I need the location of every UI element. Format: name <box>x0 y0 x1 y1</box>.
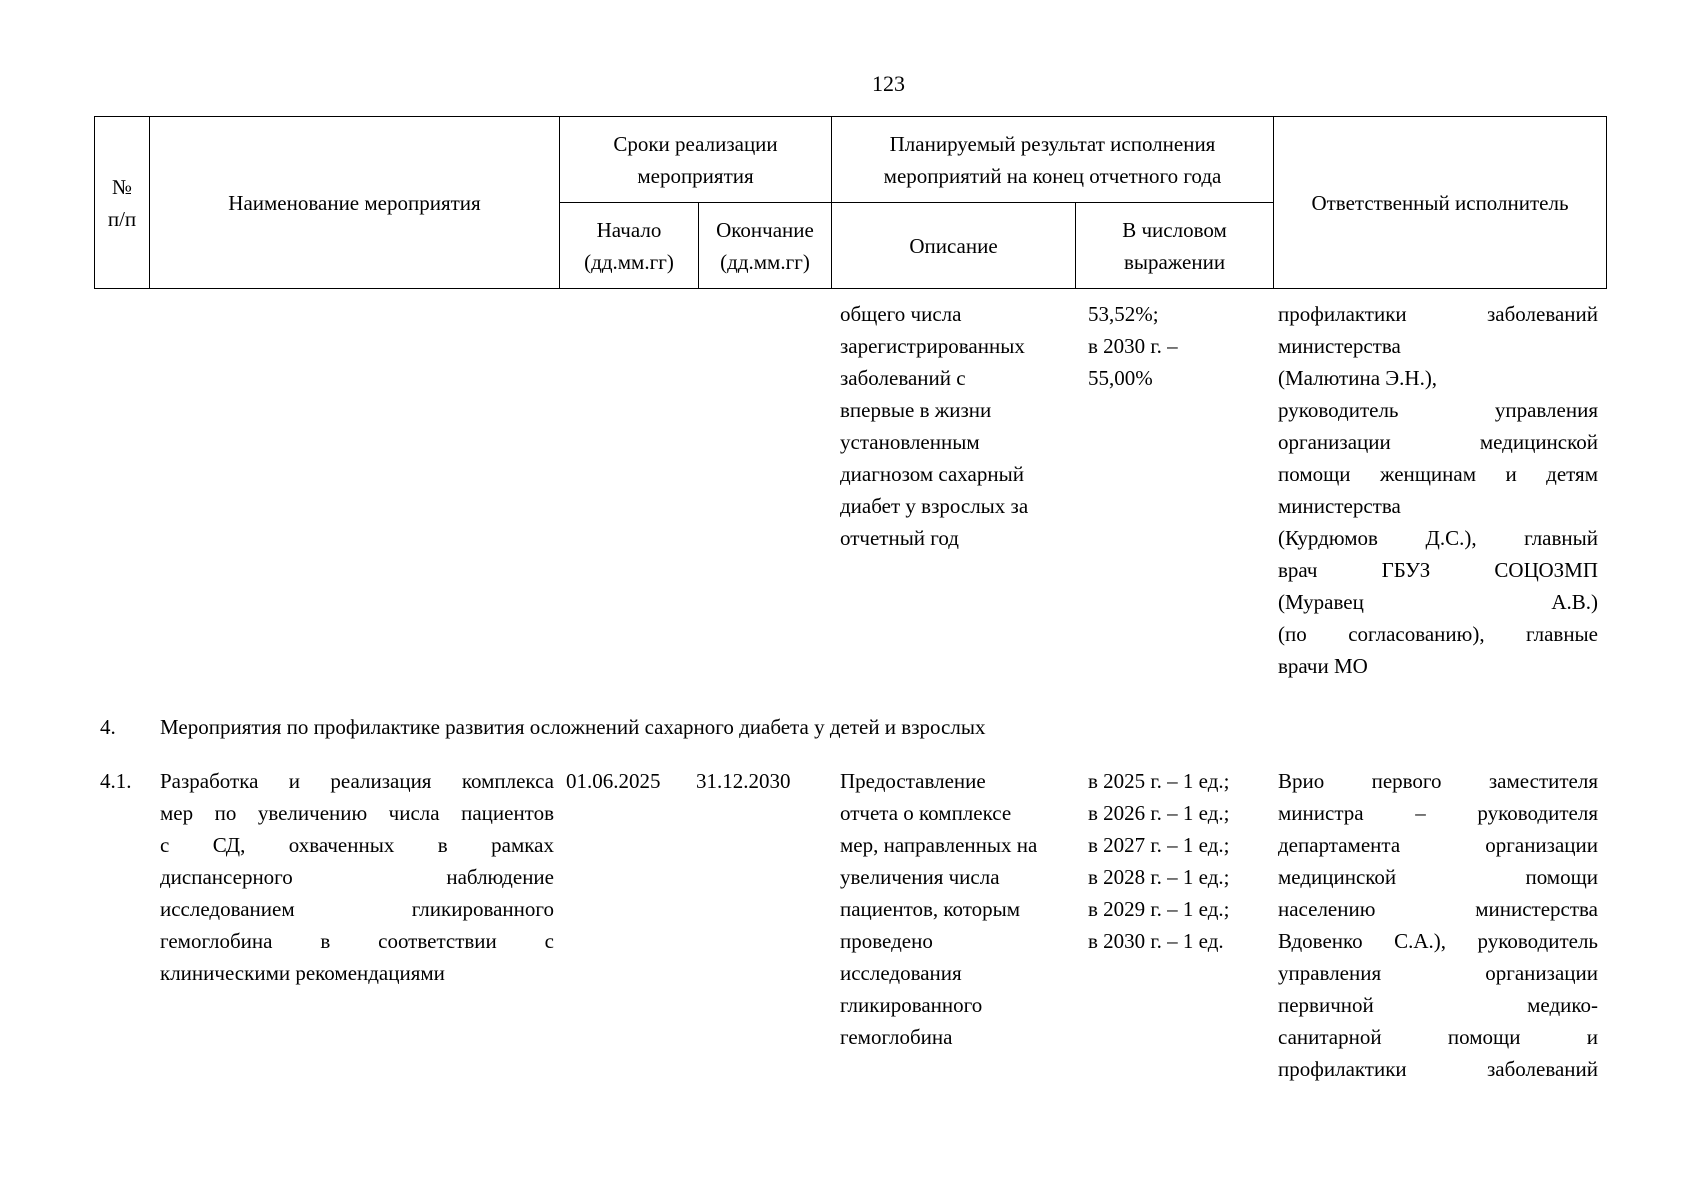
continuation-responsible: профилактики заболеваний министерства (Малютина Э.Н.), руководитель управления организации медицинской помощи женщинам и детям министерства (Курдюмов Д.С.), главный врач ГБУЗ СОЦОЗМП (Муравец А.В.) (по согласованию), главные врачи МО <box>1278 302 1598 678</box>
row-4-1-end: 31.12.2030 <box>696 769 791 793</box>
row-4-1-name: Разработка и реализация комплекса мер по увеличению числа пациентов с СД, охваченных в рамках диспансерного наблюдение исследованием гликированного гемоглобина в соответствии с клиническими рекомендациями <box>160 769 554 985</box>
header-start: Начало (дд.мм.гг) <box>560 203 699 289</box>
continuation-numeric: 53,52%; в 2030 г. – 55,00% <box>1088 302 1178 390</box>
row-4-1-numeric: в 2025 г. – 1 ед.; в 2026 г. – 1 ед.; в 2027 г. – 1 ед.; в 2028 г. – 1 ед.; в 2029 г. – 1 ед.; в 2030 г. – 1 ед. <box>1088 769 1230 953</box>
table-header <box>94 116 1607 289</box>
header-num: № п/п <box>95 117 150 289</box>
section-number: 4. <box>100 715 116 739</box>
row-4-1-responsible: Врио первого заместителя министра – руководителя департамента организации медицинской помощи населению министерства Вдовенко С.А.), руководитель управления организации первичной медико- санитарной помощи и профилактики заболеваний <box>1278 769 1598 1081</box>
row-4-1-description: Предоставление отчета о комплексе мер, направленных на увеличения числа пациентов, которым проведено исследования гликированного гемоглобина <box>840 769 1038 1049</box>
row-4-1-start: 01.06.2025 <box>566 769 661 793</box>
continuation-description: общего числа зарегистрированных заболеваний с впервые в жизни установленным диагнозом сахарный диабет у взрослых за отчетный год <box>840 302 1029 550</box>
header-responsible: Ответственный исполнитель <box>1274 117 1607 289</box>
header-planned: Планируемый результат исполнения мероприятий на конец отчетного года <box>832 117 1274 203</box>
header-terms: Сроки реализации мероприятия <box>560 117 832 203</box>
row-4-1-number: 4.1. <box>100 769 132 793</box>
page-number: 123 <box>872 71 905 96</box>
header-numeric: В числовом выражении <box>1076 203 1274 289</box>
header-name: Наименование мероприятия <box>150 117 560 289</box>
header-description: Описание <box>832 203 1076 289</box>
header-end: Окончание (дд.мм.гг) <box>699 203 832 289</box>
section-title: Мероприятия по профилактике развития осложнений сахарного диабета у детей и взрослых <box>160 715 986 739</box>
